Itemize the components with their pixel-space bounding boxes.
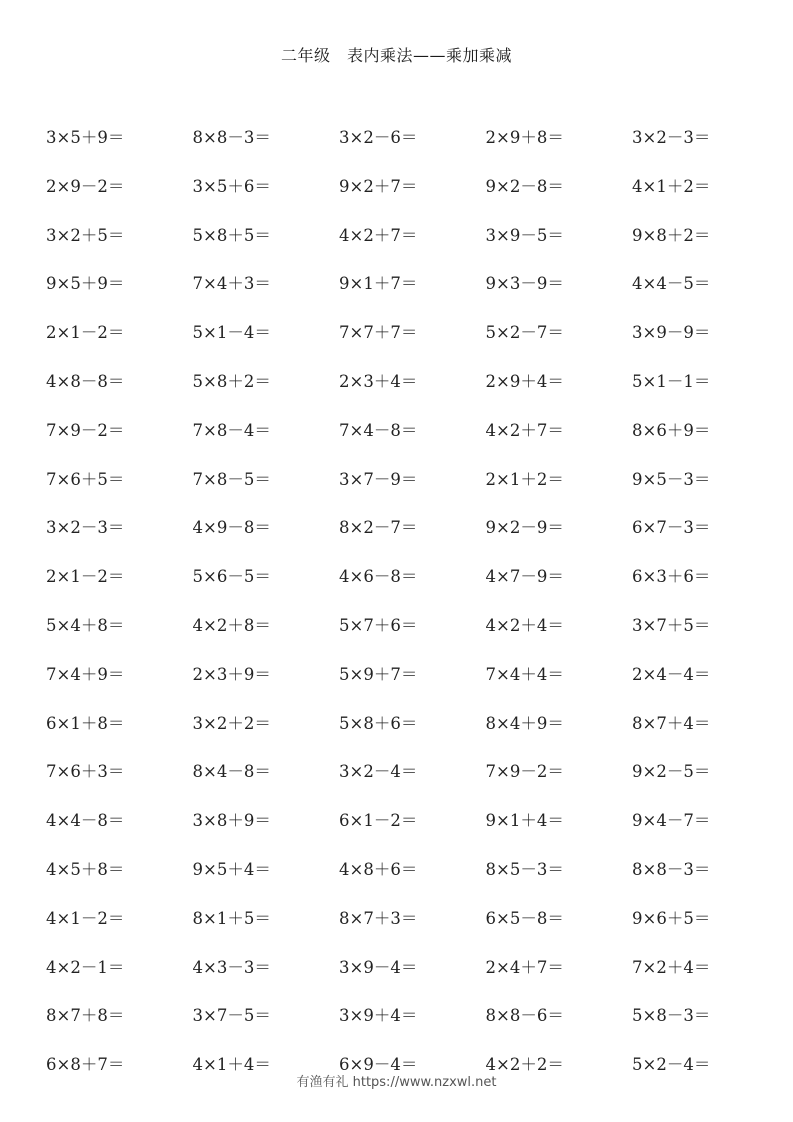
math-problem: 2×3＋4＝: [339, 371, 418, 391]
math-problem: 9×2－8＝: [485, 176, 564, 196]
math-problem: 5×8＋5＝: [192, 225, 271, 245]
math-problem: 5×2－7＝: [485, 323, 564, 343]
math-problem: 5×8＋2＝: [192, 371, 271, 391]
math-problem: 4×2＋7＝: [339, 225, 418, 245]
math-problem: 2×9＋8＝: [485, 128, 564, 147]
math-problem: 5×8－3＝: [632, 1006, 711, 1026]
math-problem: 4×1＋2＝: [632, 176, 711, 196]
math-problem: 7×7＋7＝: [339, 323, 418, 343]
math-problem: 8×7＋3＝: [339, 908, 418, 928]
math-problem: 9×6＋5＝: [632, 908, 711, 928]
math-problem: 8×8－3＝: [632, 859, 711, 879]
math-problem: 4×3－3＝: [192, 957, 271, 977]
math-problem: 4×6－8＝: [339, 567, 418, 587]
math-problem: 8×4－8＝: [192, 762, 271, 782]
math-problem: 5×7＋6＝: [339, 615, 418, 635]
math-problem: 9×1＋7＝: [339, 274, 418, 294]
math-problem: 3×8＋9＝: [192, 811, 271, 831]
math-problem: 9×5＋4＝: [192, 859, 271, 879]
math-problem: 4×8＋6＝: [339, 859, 418, 879]
math-problem: 3×9－4＝: [339, 957, 418, 977]
math-problem: 3×5＋9＝: [46, 128, 125, 147]
math-problem: 4×2＋2＝: [485, 1055, 564, 1075]
math-problem: 9×5－3＝: [632, 469, 711, 489]
math-problem: 3×2－3＝: [46, 518, 125, 538]
math-problem: 7×9－2＝: [485, 762, 564, 782]
math-problem: 6×3＋6＝: [632, 567, 711, 587]
math-problem: 8×4＋9＝: [485, 713, 564, 733]
math-problem: 9×1＋4＝: [485, 811, 564, 831]
math-problem: 9×2－5＝: [632, 762, 711, 782]
math-problem: 7×2＋4＝: [632, 957, 711, 977]
math-problem: 8×8－3＝: [192, 128, 271, 147]
math-problem: 4×8－8＝: [46, 371, 125, 391]
math-problem: 4×7－9＝: [485, 567, 564, 587]
math-problem: 4×4－8＝: [46, 811, 125, 831]
math-problem: 6×1＋8＝: [46, 713, 125, 733]
math-problem: 3×9＋4＝: [339, 1006, 418, 1026]
math-problem: 7×6＋3＝: [46, 762, 125, 782]
math-problem: 8×2－7＝: [339, 518, 418, 538]
math-problem: 2×1－2＝: [46, 567, 125, 587]
watermark-footer: 有渔有礼 https://www.nzxwl.net: [296, 1075, 497, 1090]
math-problem: 6×9－4＝: [339, 1055, 418, 1075]
math-problem: 4×1－2＝: [46, 908, 125, 928]
math-problem: 2×3＋9＝: [192, 664, 271, 684]
math-problem: 4×1＋4＝: [192, 1055, 271, 1075]
math-problem: 2×4＋7＝: [485, 957, 564, 977]
math-problem: 4×2＋8＝: [192, 615, 271, 635]
math-problem: 6×7－3＝: [632, 518, 711, 538]
math-problem: 3×2－6＝: [339, 128, 418, 147]
math-problem: 8×5－3＝: [485, 859, 564, 879]
math-problem: 3×2－4＝: [339, 762, 418, 782]
math-problem: 2×4－4＝: [632, 664, 711, 684]
math-problem: 9×2－9＝: [485, 518, 564, 538]
math-problem: 7×8－4＝: [192, 420, 271, 440]
math-problem: 7×6＋5＝: [46, 469, 125, 489]
math-problem: 8×7＋4＝: [632, 713, 711, 733]
math-problem: 9×8＋2＝: [632, 225, 711, 245]
math-problem: 9×3－9＝: [485, 274, 564, 294]
math-problem: 6×1－2＝: [339, 811, 418, 831]
math-problem: 3×9－5＝: [485, 225, 564, 245]
math-problem: 2×9－2＝: [46, 176, 125, 196]
math-problem: 2×1＋2＝: [485, 469, 564, 489]
math-problem: 7×9－2＝: [46, 420, 125, 440]
math-problem: 4×2－1＝: [46, 957, 125, 977]
math-problem: 9×2＋7＝: [339, 176, 418, 196]
math-problem: 3×2－3＝: [632, 128, 711, 147]
math-problem: 4×4－5＝: [632, 274, 711, 294]
math-problem: 6×5－8＝: [485, 908, 564, 928]
math-problem: 7×4＋3＝: [192, 274, 271, 294]
math-problem: 3×7－9＝: [339, 469, 418, 489]
math-problem: 4×9－8＝: [192, 518, 271, 538]
math-problem: 3×2＋5＝: [46, 225, 125, 245]
math-problem: 8×6＋9＝: [632, 420, 711, 440]
math-problem: 5×4＋8＝: [46, 615, 125, 635]
math-problem: 9×5＋9＝: [46, 274, 125, 294]
math-problem: 3×5＋6＝: [192, 176, 271, 196]
math-problem: 7×4－8＝: [339, 420, 418, 440]
math-problem: 4×5＋8＝: [46, 859, 125, 879]
math-problem: 9×4－7＝: [632, 811, 711, 831]
math-problem: 6×8＋7＝: [46, 1055, 125, 1075]
math-problem: 2×9＋4＝: [485, 371, 564, 391]
math-problem: 4×2＋4＝: [485, 615, 564, 635]
problem-grid: [46, 124, 779, 1100]
math-problem: 3×7＋5＝: [632, 615, 711, 635]
math-problem: 3×9－9＝: [632, 323, 711, 343]
math-problem: 5×8＋6＝: [339, 713, 418, 733]
math-problem: 5×6－5＝: [192, 567, 271, 587]
math-problem: 7×8－5＝: [192, 469, 271, 489]
math-problem: 2×1－2＝: [46, 323, 125, 343]
math-problem: 5×9＋7＝: [339, 664, 418, 684]
math-problem: 4×2＋7＝: [485, 420, 564, 440]
math-problem: 3×7－5＝: [192, 1006, 271, 1026]
math-problem: 8×7＋8＝: [46, 1006, 125, 1026]
math-problem: 7×4＋9＝: [46, 664, 125, 684]
page-title: 二年级 表内乘法——乘加乘减: [280, 46, 512, 65]
math-problem: 5×2－4＝: [632, 1055, 711, 1075]
math-problem: 5×1－4＝: [192, 323, 271, 343]
math-problem: 3×2＋2＝: [192, 713, 271, 733]
math-problem: 5×1－1＝: [632, 371, 711, 391]
math-problem: 8×1＋5＝: [192, 908, 271, 928]
math-problem: 8×8－6＝: [485, 1006, 564, 1026]
math-problem: 7×4＋4＝: [485, 664, 564, 684]
